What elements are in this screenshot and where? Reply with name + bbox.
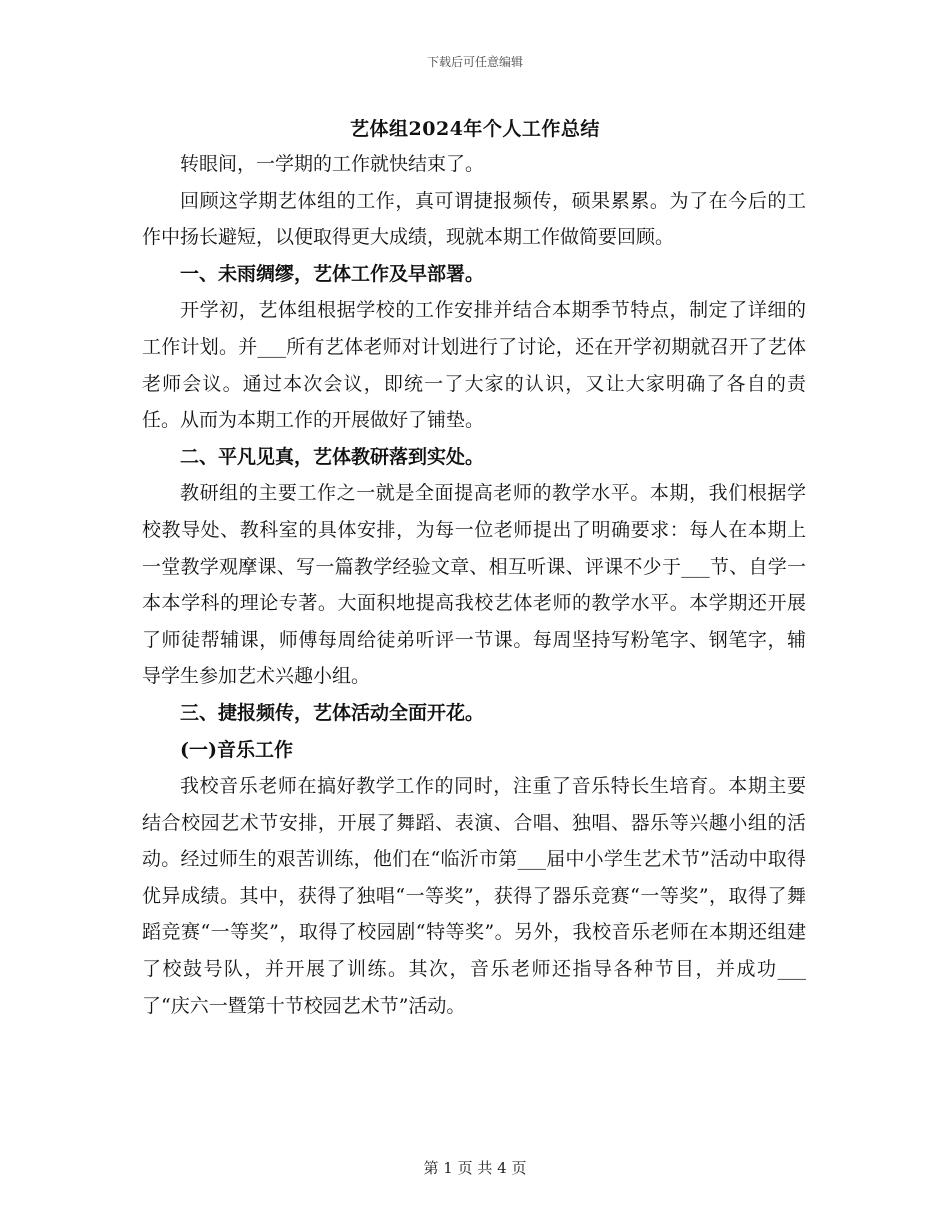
subsection-heading-music: (一)音乐工作 bbox=[180, 738, 293, 761]
paragraph-review: 回顾这学期艺体组的工作，真可谓捷报频传，硕果累累。为了在今后的工作中扬长避短，以便取得更大成绩，现就本期工作做简要回顾。 bbox=[142, 189, 806, 249]
document-body bbox=[142, 146, 806, 1024]
section-heading-1: 一、未雨绸缪，艺体工作及早部署。 bbox=[180, 262, 485, 285]
page-footer: 第 1 页 共 4 页 bbox=[423, 1159, 527, 1177]
paragraph-section-1: 开学初，艺体组根据学校的工作安排并结合本期季节特点，制定了详细的工作计划。并___所有艺体老师对计划进行了讨论，还在开学初期就召开了艺体老师会议。通过本次会议，即统一了大家的认识，又让大家明确了各自的责任。从而为本期工作的开展做好了铺垫。 bbox=[142, 299, 806, 432]
paragraph-section-2: 教研组的主要工作之一就是全面提高老师的教学水平。本期，我们根据学校教导处、教科室的具体安排，为每一位老师提出了明确要求：每人在本期上一堂教学观摩课、写一篇教学经验文章、相互听课、评课不少于___节、自学一本本学科的理论专著。大面积地提高我校艺体老师的教学水平。本学期还开展了师徒帮辅课，师傅每周给徒弟听评一节课。每周坚持写粉笔字、钢笔字，辅导学生参加艺术兴趣小组。 bbox=[142, 482, 806, 688]
paragraph-intro: 转眼间，一学期的工作就快结束了。 bbox=[180, 153, 485, 175]
paragraph-music: 我校音乐老师在搞好教学工作的同时，注重了音乐特长生培育。本期主要结合校园艺术节安排，开展了舞蹈、表演、合唱、独唱、器乐等兴趣小组的活动。经过师生的艰苦训练，他们在“临沂市第___届中小学生艺术节”活动中取得优异成绩。其中，获得了独唱“一等奖”，获得了器乐竞赛“一等奖”，取得了舞蹈竞赛“一等奖”，取得了校园剧“特等奖”。另外，我校音乐老师在本期还组建了校鼓号队，并开展了训练。其次，音乐老师还指导各种节目，并成功___了“庆六一暨第十节校园艺术节”活动。 bbox=[142, 775, 806, 1017]
document-title: 艺体组2024年个人工作总结 bbox=[350, 118, 600, 140]
header-note: 下载后可任意编辑 bbox=[426, 55, 523, 69]
section-heading-2: 二、平凡见真，艺体教研落到实处。 bbox=[180, 445, 485, 468]
section-heading-3: 三、捷报频传，艺体活动全面开花。 bbox=[180, 701, 485, 724]
